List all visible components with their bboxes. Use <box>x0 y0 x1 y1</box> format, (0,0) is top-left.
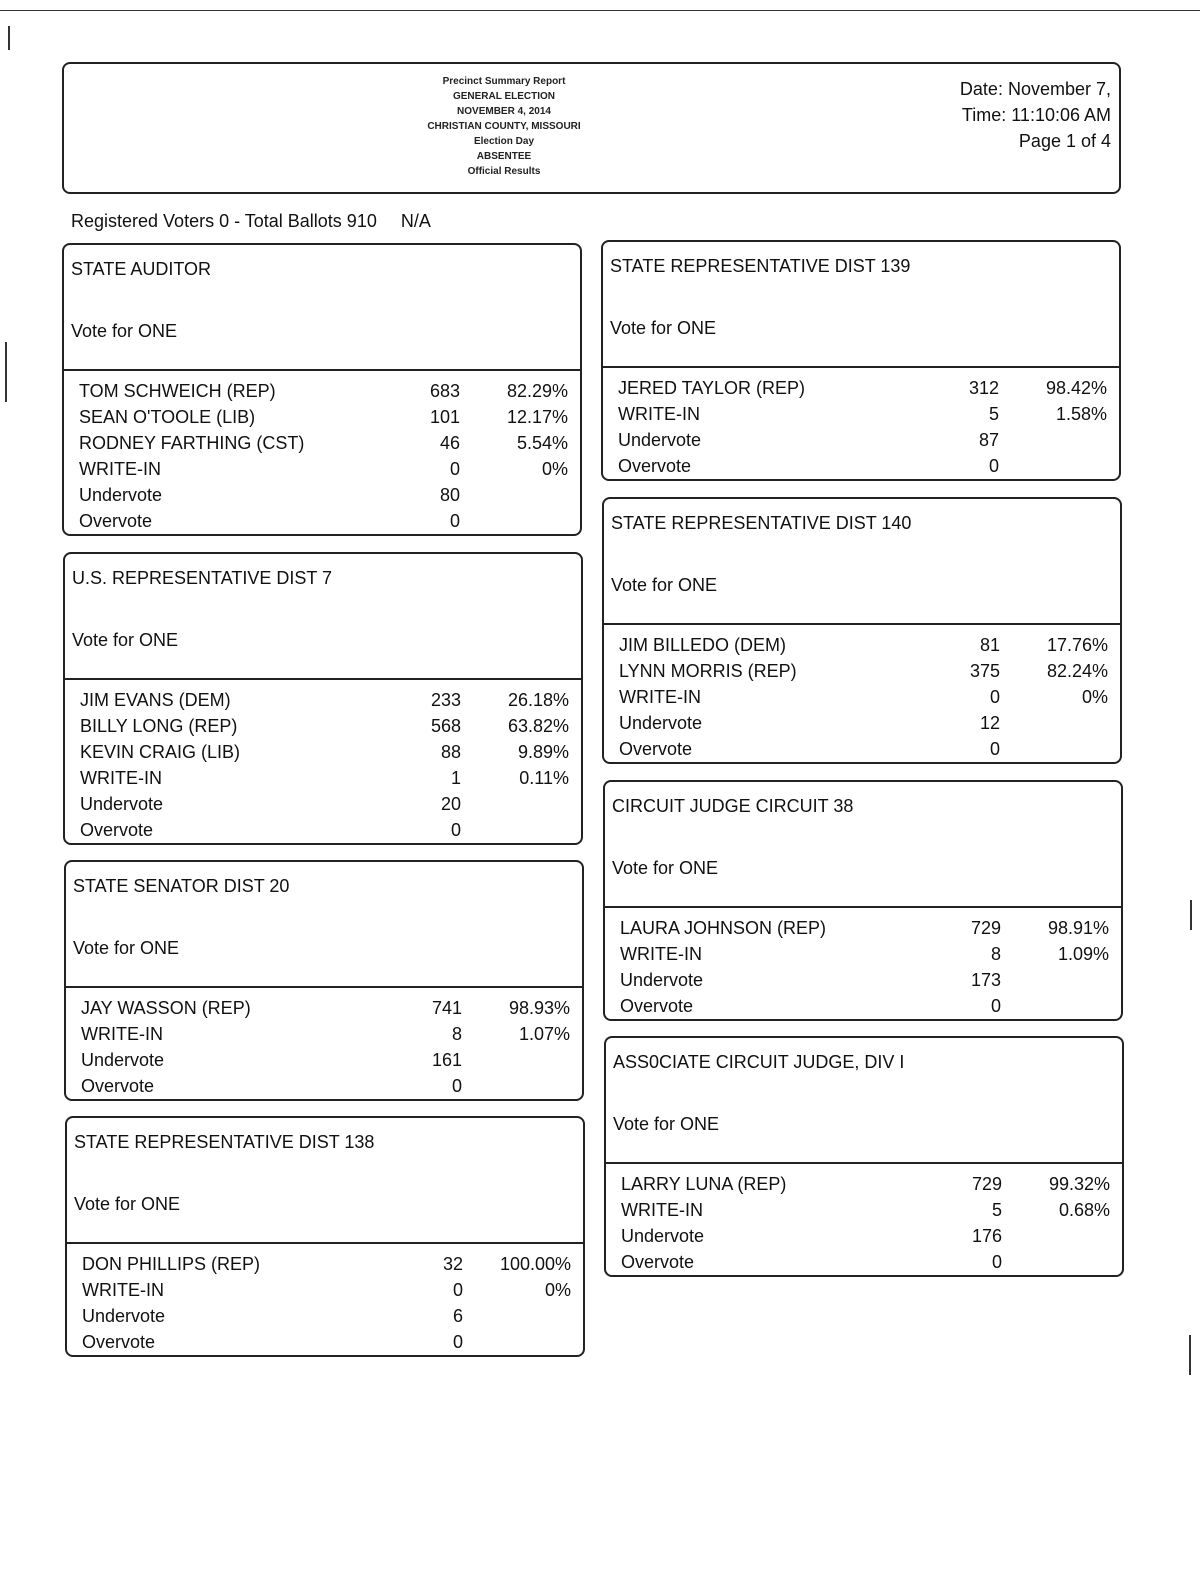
vote-count: 8 <box>990 944 1001 964</box>
report-time: Time: 11:10:06 AM <box>961 105 1111 125</box>
vote-percent: 26.18% <box>507 690 569 710</box>
result-row <box>67 1303 583 1329</box>
candidate-name: Overvote <box>621 1252 695 1272</box>
race-box <box>601 240 1121 481</box>
scan-mark <box>5 342 7 402</box>
vote-percent: 0.11% <box>519 768 569 788</box>
vote-percent: 17.76% <box>1046 635 1108 655</box>
candidate-name: LYNN MORRIS (REP) <box>619 661 797 681</box>
race-box <box>602 497 1122 764</box>
vote-for-label: Vote for ONE <box>611 575 718 595</box>
results-list <box>606 1164 1122 1275</box>
vote-count: 0 <box>989 739 1000 759</box>
vote-count: 0 <box>449 511 460 531</box>
vote-count: 741 <box>431 998 462 1018</box>
candidate-name: WRITE-IN <box>619 687 701 707</box>
result-row <box>604 632 1120 658</box>
vote-count: 0 <box>449 459 460 479</box>
vote-percent: 1.09% <box>1057 944 1109 964</box>
scan-mark <box>1189 1335 1191 1375</box>
vote-percent: 98.91% <box>1047 918 1109 938</box>
page-number: Page 1 of 4 <box>1018 131 1111 151</box>
vote-percent: 0% <box>1081 687 1108 707</box>
candidate-name: WRITE-IN <box>621 1200 703 1220</box>
result-row <box>603 375 1119 401</box>
vote-count: 87 <box>978 430 999 450</box>
result-row <box>66 1073 582 1099</box>
vote-count: 729 <box>971 1174 1002 1194</box>
vote-for-label: Vote for ONE <box>610 318 717 338</box>
vote-percent: 0% <box>541 459 568 479</box>
ballot-summary-na: N/A <box>400 211 431 231</box>
vote-count: 5 <box>988 404 999 424</box>
vote-count: 20 <box>440 794 461 814</box>
result-row <box>605 915 1121 941</box>
result-row <box>606 1197 1122 1223</box>
vote-percent: 63.82% <box>507 716 569 736</box>
result-row <box>64 508 580 534</box>
vote-percent: 100.00% <box>499 1254 571 1274</box>
candidate-name: Overvote <box>620 996 694 1016</box>
vote-for-label: Vote for ONE <box>71 321 178 341</box>
vote-count: 81 <box>979 635 1000 655</box>
candidate-name: JIM BILLEDO (DEM) <box>619 635 787 655</box>
candidate-name: Undervote <box>619 713 703 733</box>
candidate-name: BILLY LONG (REP) <box>80 716 238 736</box>
result-row <box>603 427 1119 453</box>
result-row <box>64 378 580 404</box>
report-header <box>62 62 1121 194</box>
scan-mark <box>8 26 10 50</box>
vote-for-label: Vote for ONE <box>72 630 179 650</box>
race-title: STATE AUDITOR <box>71 259 212 279</box>
candidate-name: WRITE-IN <box>82 1280 164 1300</box>
vote-for-label: Vote for ONE <box>74 1194 181 1214</box>
result-row <box>66 1021 582 1047</box>
vote-count: 161 <box>431 1050 462 1070</box>
race-box <box>64 860 584 1101</box>
candidate-name: WRITE-IN <box>618 404 700 424</box>
report-title-line: Official Results <box>467 166 541 177</box>
vote-count: 312 <box>968 378 999 398</box>
candidate-name: DON PHILLIPS (REP) <box>82 1254 261 1274</box>
candidate-name: Undervote <box>621 1226 705 1246</box>
result-row <box>606 1249 1122 1275</box>
race-title: ASS0CIATE CIRCUIT JUDGE, DIV I <box>613 1052 905 1072</box>
report-title-line: ABSENTEE <box>476 151 532 162</box>
result-row <box>64 404 580 430</box>
vote-percent: 99.32% <box>1048 1174 1110 1194</box>
report-meta <box>960 76 1111 154</box>
result-row <box>65 739 581 765</box>
result-row <box>606 1223 1122 1249</box>
vote-count: 101 <box>429 407 460 427</box>
vote-percent: 98.42% <box>1045 378 1107 398</box>
candidate-name: JAY WASSON (REP) <box>81 998 251 1018</box>
vote-count: 12 <box>979 713 1000 733</box>
result-row <box>606 1171 1122 1197</box>
vote-percent: 1.07% <box>518 1024 570 1044</box>
vote-count: 0 <box>452 1280 463 1300</box>
race-box <box>603 780 1123 1021</box>
report-title-line: CHRISTIAN COUNTY, MISSOURI <box>427 121 581 132</box>
result-row <box>604 684 1120 710</box>
race-title: STATE REPRESENTATIVE DIST 138 <box>74 1132 375 1152</box>
vote-count: 5 <box>991 1200 1002 1220</box>
vote-percent: 12.17% <box>506 407 568 427</box>
candidate-name: Undervote <box>81 1050 165 1070</box>
vote-count: 173 <box>970 970 1001 990</box>
vote-count: 375 <box>969 661 1000 681</box>
results-list <box>603 368 1119 479</box>
result-row <box>603 453 1119 479</box>
vote-count: 8 <box>451 1024 462 1044</box>
report-date: Date: November 7, <box>959 79 1111 99</box>
candidate-name: WRITE-IN <box>80 768 162 788</box>
result-row <box>64 430 580 456</box>
result-row <box>604 658 1120 684</box>
race-title: STATE REPRESENTATIVE DIST 139 <box>610 256 911 276</box>
candidate-name: LAURA JOHNSON (REP) <box>620 918 827 938</box>
race-header <box>605 782 1121 908</box>
ballot-summary-text: Registered Voters 0 - Total Ballots 910 <box>71 211 377 231</box>
candidate-name: Overvote <box>81 1076 155 1096</box>
race-header <box>64 245 580 371</box>
result-row <box>67 1277 583 1303</box>
vote-count: 32 <box>442 1254 463 1274</box>
candidate-name: WRITE-IN <box>79 459 161 479</box>
vote-percent: 98.93% <box>508 998 570 1018</box>
vote-count: 233 <box>430 690 461 710</box>
result-row <box>65 817 581 843</box>
candidate-name: Overvote <box>618 456 692 476</box>
candidate-name: Undervote <box>82 1306 166 1326</box>
candidate-name: LARRY LUNA (REP) <box>621 1174 787 1194</box>
result-row <box>604 736 1120 762</box>
result-row <box>605 993 1121 1019</box>
vote-percent: 82.29% <box>506 381 568 401</box>
result-row <box>66 995 582 1021</box>
vote-count: 0 <box>450 820 461 840</box>
vote-count: 683 <box>429 381 460 401</box>
candidate-name: WRITE-IN <box>620 944 702 964</box>
vote-percent: 5.54% <box>516 433 568 453</box>
result-row <box>605 967 1121 993</box>
race-box <box>62 243 582 536</box>
vote-count: 729 <box>970 918 1001 938</box>
candidate-name: JERED TAYLOR (REP) <box>618 378 806 398</box>
vote-count: 0 <box>990 996 1001 1016</box>
result-row <box>605 941 1121 967</box>
race-header <box>606 1038 1122 1164</box>
candidate-name: JIM EVANS (DEM) <box>80 690 231 710</box>
result-row <box>65 687 581 713</box>
candidate-name: Overvote <box>82 1332 156 1352</box>
result-row <box>603 401 1119 427</box>
result-row <box>64 482 580 508</box>
candidate-name: Overvote <box>619 739 693 759</box>
candidate-name: KEVIN CRAIG (LIB) <box>80 742 241 762</box>
race-title: U.S. REPRESENTATIVE DIST 7 <box>72 568 333 588</box>
race-header <box>65 554 581 680</box>
results-list <box>65 680 581 843</box>
candidate-name: Overvote <box>80 820 154 840</box>
result-row <box>67 1329 583 1355</box>
vote-percent: 0% <box>544 1280 571 1300</box>
vote-for-label: Vote for ONE <box>73 938 180 958</box>
vote-count: 0 <box>452 1332 463 1352</box>
vote-count: 1 <box>450 768 461 788</box>
vote-count: 0 <box>991 1252 1002 1272</box>
vote-count: 46 <box>439 433 460 453</box>
race-header <box>66 862 582 988</box>
results-list <box>66 988 582 1099</box>
vote-for-label: Vote for ONE <box>612 858 719 878</box>
race-header <box>67 1118 583 1244</box>
results-list <box>605 908 1121 1019</box>
vote-percent: 1.58% <box>1055 404 1107 424</box>
vote-count: 568 <box>430 716 461 736</box>
vote-count: 80 <box>439 485 460 505</box>
candidate-name: Undervote <box>618 430 702 450</box>
race-header <box>604 499 1120 625</box>
result-row <box>65 713 581 739</box>
vote-count: 0 <box>988 456 999 476</box>
candidate-name: RODNEY FARTHING (CST) <box>79 433 305 453</box>
report-title-line: GENERAL ELECTION <box>452 91 556 102</box>
race-title: STATE REPRESENTATIVE DIST 140 <box>611 513 912 533</box>
vote-count: 88 <box>440 742 461 762</box>
candidate-name: TOM SCHWEICH (REP) <box>79 381 276 401</box>
race-title: CIRCUIT JUDGE CIRCUIT 38 <box>612 796 854 816</box>
race-box <box>604 1036 1124 1277</box>
vote-count: 0 <box>989 687 1000 707</box>
result-row <box>65 791 581 817</box>
candidate-name: Undervote <box>80 794 164 814</box>
race-box <box>63 552 583 845</box>
vote-count: 6 <box>452 1306 463 1326</box>
vote-percent: 0.68% <box>1058 1200 1110 1220</box>
vote-percent: 9.89% <box>517 742 569 762</box>
results-list <box>64 371 580 534</box>
candidate-name: WRITE-IN <box>81 1024 163 1044</box>
result-row <box>67 1251 583 1277</box>
candidate-name: Undervote <box>620 970 704 990</box>
vote-count: 0 <box>451 1076 462 1096</box>
results-list <box>604 625 1120 762</box>
results-list <box>67 1244 583 1355</box>
race-title: STATE SENATOR DIST 20 <box>73 876 290 896</box>
vote-for-label: Vote for ONE <box>613 1114 720 1134</box>
report-title-line: NOVEMBER 4, 2014 <box>457 106 551 117</box>
report-title-line: Election Day <box>473 136 535 147</box>
scan-edge-line <box>0 10 1200 11</box>
candidate-name: SEAN O'TOOLE (LIB) <box>79 407 256 427</box>
report-title-line: Precinct Summary Report <box>442 76 566 87</box>
ballot-summary <box>71 211 431 232</box>
vote-count: 176 <box>971 1226 1002 1246</box>
scan-mark <box>1190 900 1192 930</box>
candidate-name: Undervote <box>79 485 163 505</box>
result-row <box>65 765 581 791</box>
report-title-block <box>404 74 604 179</box>
race-box <box>65 1116 585 1357</box>
race-header <box>603 242 1119 368</box>
result-row <box>66 1047 582 1073</box>
vote-percent: 82.24% <box>1046 661 1108 681</box>
result-row <box>604 710 1120 736</box>
candidate-name: Overvote <box>79 511 153 531</box>
result-row <box>64 456 580 482</box>
